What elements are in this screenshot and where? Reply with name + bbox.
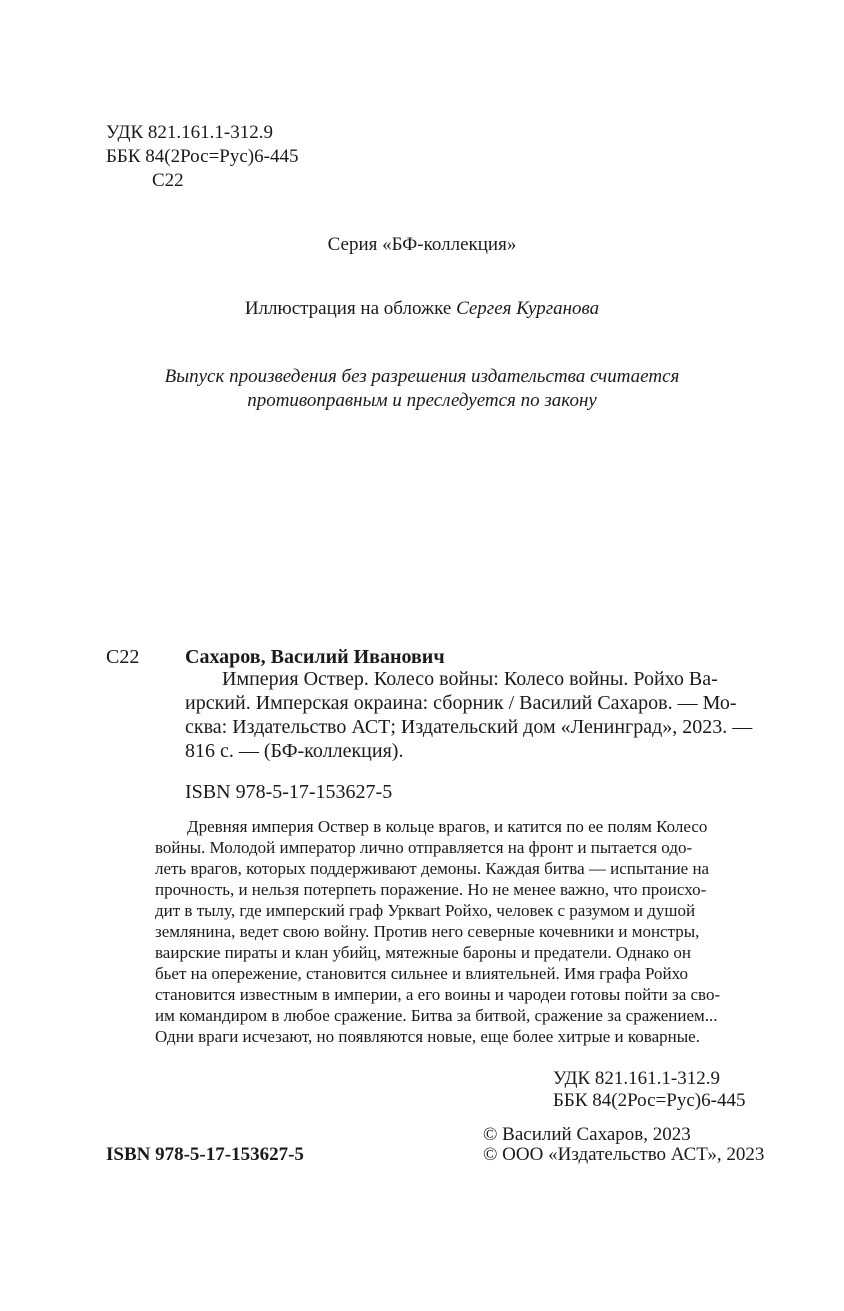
annotation-line: дит в тылу, где имперский граф Урквart Ройхо, человек с разумом и душой <box>155 901 696 920</box>
annotation-line: бьет на опережение, становится сильнее и влиятельней. Имя графа Ройхо <box>155 964 688 983</box>
annotation-line: становится известным в империи, а его воины и чародеи готовы пойти за сво- <box>155 985 721 1004</box>
catalog-isbn: ISBN 978-5-17-153627-5 <box>185 781 393 803</box>
udk-code-top: УДК 821.161.1-312.9 <box>106 122 273 143</box>
udk-code-bottom: УДК 821.161.1-312.9 <box>553 1068 720 1089</box>
annotation-line: войны. Молодой император лично отправляется на фронт и пытается одо- <box>155 838 693 857</box>
author-mark-top: С22 <box>152 170 184 191</box>
series-line: Серия «БФ-коллекция» <box>327 234 517 255</box>
illustration-prefix: Иллюстрация на обложке <box>244 298 457 319</box>
copyright-publisher: © ООО «Издательство АСТ», 2023 <box>483 1144 765 1165</box>
catalog-author: Сахаров, Василий Иванович <box>185 646 445 668</box>
bbk-code-bottom: ББК 84(2Рос=Рус)6-445 <box>553 1090 746 1111</box>
catalog-mark: С22 <box>106 646 140 668</box>
isbn-bottom: ISBN 978-5-17-153627-5 <box>106 1144 304 1165</box>
illustration-artist: Сергея Курганова <box>456 298 600 319</box>
catalog-description-line: Империя Оствер. Колесо войны: Колесо войны. Ройхо Ва- <box>222 668 718 690</box>
copyright-warning-line-1: Выпуск произведения без разрешения издательства считается <box>164 366 680 387</box>
catalog-description-line: 816 с. — (БФ-коллекция). <box>185 740 404 762</box>
bbk-code-top: ББК 84(2Рос=Рус)6-445 <box>106 146 299 167</box>
illustration-credit <box>0 298 844 320</box>
annotation-line: Древняя империя Оствер в кольце врагов, и катится по ее полям Колесо <box>187 817 708 836</box>
annotation-line: леть врагов, которых поддерживают демоны. Каждая битва — испытание на <box>155 859 710 878</box>
catalog-description-line: сква: Издательство АСТ; Издательский дом «Ленинград», 2023. — <box>185 716 753 738</box>
annotation-line: ваирские пираты и клан убийц, мятежные бароны и предатели. Однако он <box>155 943 691 962</box>
annotation-line: Одни враги исчезают, но появляются новые, еще более хитрые и коварные. <box>155 1027 700 1046</box>
catalog-description-line: ирский. Имперская окраина: сборник / Василий Сахаров. — Мо- <box>185 692 737 714</box>
annotation-line: прочность, и нельзя потерпеть поражение. Но не менее важно, что происхо- <box>155 880 707 899</box>
annotation-line: им командиром в любое сражение. Битва за битвой, сражение за сражением... <box>155 1006 718 1025</box>
annotation-line: землянина, ведет свою войну. Против него северные кочевники и монстры, <box>155 922 700 941</box>
copyright-author: © Василий Сахаров, 2023 <box>483 1124 691 1145</box>
copyright-warning-line-2: противоправным и преследуется по закону <box>247 390 597 411</box>
